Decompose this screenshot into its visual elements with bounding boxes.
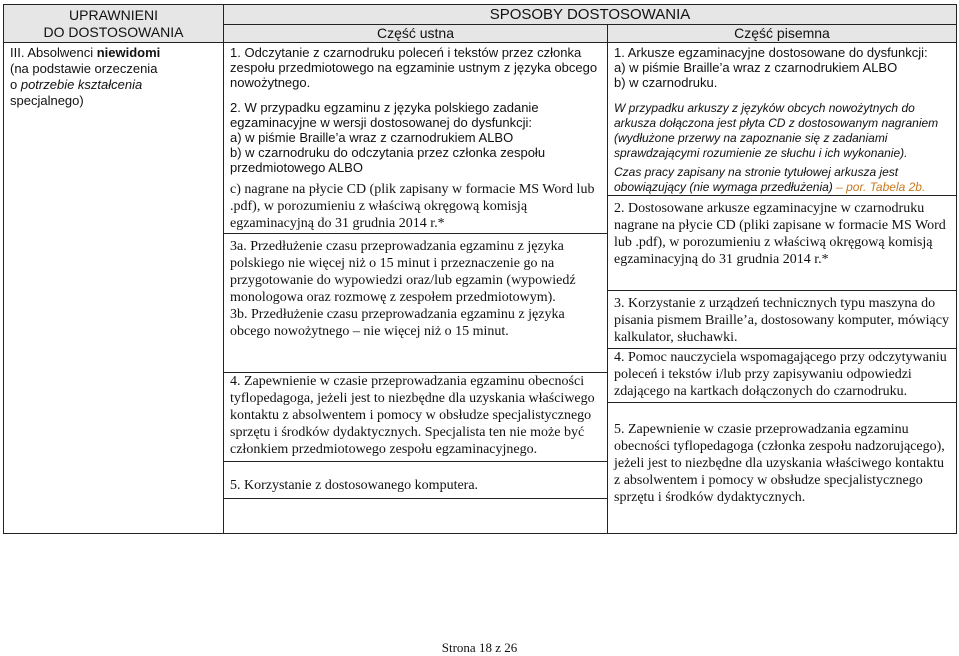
oral-item-2c: c) nagrane na płycie CD (plik zapisany w formacie MS Word lub .pdf), w porozumieniu z właściwą okręgową komisją egzaminacyjną do 31 grudnia 2014 r.* [230, 182, 595, 231]
oral-cell [224, 43, 608, 533]
oral-item-2-intro: 2. W przypadku egzaminu z języka polskiego zadanie egzaminacyjne w wersji dostosowanej do dysfunkcji: [230, 100, 539, 130]
eligible-bold: niewidomi [96, 45, 161, 60]
written-cell [608, 43, 956, 533]
eligible-prefix: III. Absolwenci [10, 45, 97, 60]
written-item-1-note: W przypadku arkuszy z języków obcych nowożytnych do arkusza dołączona jest płyta CD z dostosowanym nagraniem (wydłużone przerwy na zapoznanie się z zadaniami sprawdzającymi rozumienie ze słuchu i ich wykonanie). [614, 101, 939, 160]
eligible-cell [4, 43, 224, 533]
eligible-line3-prefix: o [10, 77, 21, 92]
written-item-1b: b) w czarnodruku. [614, 75, 718, 90]
oral-item-2a: a) w piśmie Braille’a wraz z czarnodrukiem ALBO [230, 130, 514, 145]
eligible-line2: (na podstawie orzeczenia [10, 61, 158, 76]
page-number: Strona 18 z 26 [441, 640, 518, 655]
header-oral: Część ustna [224, 25, 608, 43]
written-item-1-intro: 1. Arkusze egzaminacyjne dostosowane do dysfunkcji: [614, 45, 928, 60]
written-item-4: 4. Pomoc nauczyciela wspomagającego przy odczytywaniu poleceń i tekstów i/lub przy zapisywaniu odpowiedzi zdającego na kartkach dołączonych do czarnodruku. [614, 350, 947, 399]
header-written: Część pisemna [608, 25, 956, 43]
written-item-1-time: Czas pracy zapisany na stronie tytułowej arkusza jest obowiązujący (nie wymaga przedłużenia) [614, 165, 899, 194]
written-item-5: 5. Zapewnienie w czasie przeprowadzania egzaminu obecności tyflopedagoga (członka zespołu nadzorującego), jeżeli jest to niezbędne dla uzyskania właściwego kontaktu z absolwentem i pomocy w obsłudze specjalistycznego sprzętu i środków dydaktycznych. [614, 422, 945, 505]
header-eligible-line1: UPRAWNIENI [69, 7, 158, 23]
oral-item-4: 4. Zapewnienie w czasie przeprowadzania egzaminu obecności tyflopedagoga, jeżeli jest to niezbędne dla uzyskania właściwego kontaktu z absolwentem i pomocy w obsłudze specjalistycznego sprzętu i środków dydaktycznych. Specjalista ten nie może być członkiem przedmiotowego zespołu egzaminacyjnego. [230, 374, 595, 457]
oral-item-5: 5. Korzystanie z dostosowanego komputera. [230, 478, 479, 493]
eligible-line4: specjalnego) [10, 93, 84, 108]
written-table-reference: – por. Tabela 2b. [836, 180, 926, 194]
oral-item-3b: 3b. Przedłużenie czasu przeprowadzania egzaminu z języka obcego nowożytnego – nie więcej niż o 15 minut. [230, 307, 565, 339]
adaptations-table [3, 4, 957, 534]
written-item-2: 2. Dostosowane arkusze egzaminacyjne w czarnodruku nagrane na płycie CD (pliki zapisane w formacie MS Word lub .pdf), w porozumieniu z właściwą okręgową komisją egzaminacyjną do 31 grudnia 2014 r.* [614, 201, 946, 267]
written-item-3: 3. Korzystanie z urządzeń technicznych typu maszyna do pisania pismem Braille’a, dostosowany komputer, mówiący kalkulator, słuchawki. [614, 296, 949, 345]
written-item-1a: a) w piśmie Braille’a wraz z czarnodrukiem ALBO [614, 60, 898, 75]
header-methods: SPOSOBY DOSTOSOWANIA [224, 5, 956, 25]
eligible-line3-ital: potrzebie kształcenia [20, 77, 143, 92]
oral-item-2b: b) w czarnodruku do odczytania przez członka zespołu przedmiotowego ALBO [230, 145, 546, 175]
header-eligible-line2: DO DOSTOSOWANIA [43, 24, 184, 40]
oral-item-1: 1. Odczytanie z czarnodruku poleceń i tekstów przez członka zespołu przedmiotowego na egzaminie ustnym z języka obcego nowożytnego. [230, 45, 598, 90]
oral-item-3a: 3a. Przedłużenie czasu przeprowadzania egzaminu z języka polskiego nie więcej niż o 15 minut i przeznaczenie go na przygotowanie do wypowiedzi oraz/lub egzamin (wypowiedź monologowa oraz rozmowę z zespołem przedmiotowym). [230, 239, 576, 305]
header-eligible [4, 5, 224, 43]
